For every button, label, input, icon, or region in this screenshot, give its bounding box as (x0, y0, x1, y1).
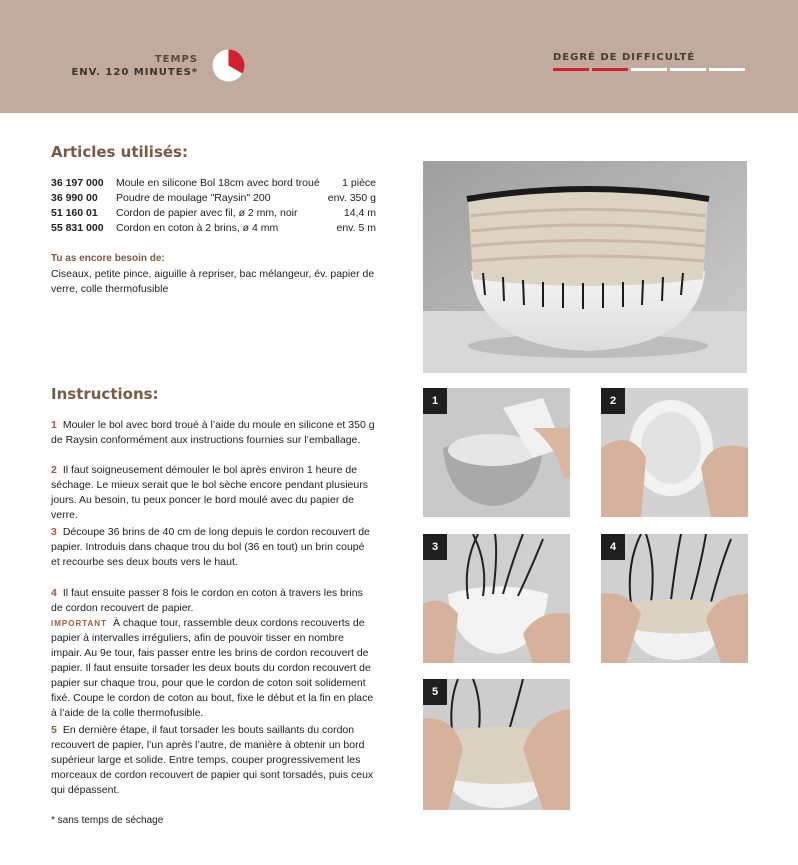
article-qty: env. 350 g (327, 192, 376, 204)
additional-needs-text: Ciseaux, petite pince, aiguille à repriser, bac mélangeur, év. papier de verre, colle thermofusible (51, 268, 375, 295)
step-badge: 4 (601, 534, 625, 560)
article-desc: Moule en silicone Bol 18cm avec bord troué (116, 177, 320, 189)
finished-bowl-photo (423, 161, 747, 373)
difficulty-segment (670, 68, 706, 71)
step-photo-4 (601, 534, 748, 663)
article-desc: Cordon en coton à 2 brins, ø 4 mm (116, 222, 279, 234)
step-badge: 2 (601, 388, 625, 414)
articles-title: Articles utilisés: (51, 143, 188, 161)
step-badge: 1 (423, 388, 447, 414)
instruction-step-5 (51, 723, 376, 798)
instruction-step-3 (51, 525, 376, 570)
step-badge: 3 (423, 534, 447, 560)
bowl-illustration (423, 161, 747, 373)
important-label: IMPORTANT (51, 619, 107, 628)
instructions-title: Instructions: (51, 385, 159, 403)
article-desc: Cordon de papier avec fil, ø 2 mm, noir (116, 207, 298, 219)
article-row (51, 177, 376, 192)
difficulty-segment (553, 68, 589, 71)
step-number: 2 (51, 464, 57, 476)
article-row (51, 192, 376, 207)
article-row (51, 222, 376, 237)
article-qty: 14,4 m (343, 207, 376, 219)
step-number: 1 (51, 419, 57, 431)
step-text: Il faut soigneusement démouler le bol après environ 1 heure de séchage. Le mieux serait que le bol sèche encore pendant plusieurs jours. Au besoin, tu peux poncer le bord moulé avec du papier de verre. (51, 464, 368, 521)
article-qty: env. 5 m (336, 222, 376, 234)
step-photo-3 (423, 534, 570, 663)
instruction-step-1 (51, 418, 376, 448)
important-text: À chaque tour, rassemble deux cordons recouverts de papier à intervalles irréguliers, afin de pouvoir tisser en nombre impair. Au 9e tour, fais passer entre les brins de cordon recouvert de papier. Il faut ensuite torsader les deux bouts du cordon recouvert de papier sur chaque trou, pour que le cordon de coton soit solidement fixé. Coupe le cordon de coton au bout, fixe le début et la fin en place à l’aide de la colle thermofusible. (51, 617, 374, 719)
step-badge: 5 (423, 679, 447, 705)
difficulty-segment (592, 68, 628, 71)
step-text: Découpe 36 brins de 40 cm de long depuis le cordon recouvert de papier. Introduis dans chaque trou du bol (36 en tout) un brin coupé et recourbe ses deux bouts vers le haut. (51, 526, 370, 568)
step-number: 5 (51, 724, 57, 736)
difficulty-segment (709, 68, 745, 71)
instruction-step-4 (51, 586, 376, 721)
article-code: 55 831 000 (51, 222, 104, 234)
step-photo-2 (601, 388, 748, 517)
additional-needs-title: Tu as encore besoin de: (51, 253, 165, 264)
footnote: * sans temps de séchage (51, 815, 164, 826)
clock-icon (212, 49, 245, 82)
step-photo-5 (423, 679, 570, 810)
difficulty-label: DEGRÉ DE DIFFICULTÉ (553, 52, 696, 63)
step-number: 4 (51, 587, 57, 599)
article-code: 36 990 00 (51, 192, 98, 204)
article-code: 51 160 01 (51, 207, 98, 219)
article-row (51, 207, 376, 222)
step-number: 3 (51, 526, 57, 538)
step-text: Mouler le bol avec bord troué à l’aide du moule en silicone et 350 g de Raysin conformément aux instructions fournies sur l’emballage. (51, 419, 375, 446)
instruction-step-2 (51, 463, 376, 523)
time-label: TEMPS ENV. 120 MINUTES* (71, 54, 198, 78)
step-text: Il faut ensuite passer 8 fois le cordon en coton à travers les brins de cordon recouvert de papier. (51, 587, 363, 614)
article-desc: Poudre de moulage "Raysin" 200 (116, 192, 271, 204)
header-band (0, 0, 798, 113)
difficulty-segment (631, 68, 667, 71)
step-photo-1 (423, 388, 570, 517)
article-code: 36 197 000 (51, 177, 104, 189)
step-text: En dernière étape, il faut torsader les bouts saillants du cordon recouvert de papier, l’un après l’autre, de manière à obtenir un bord supérieur large et solide. Entre temps, couper progressivement les morceaux de cordon recouvert de papier qui sont torsadés, puis ceux qui dépassent. (51, 724, 374, 796)
article-qty: 1 pièce (342, 177, 376, 189)
